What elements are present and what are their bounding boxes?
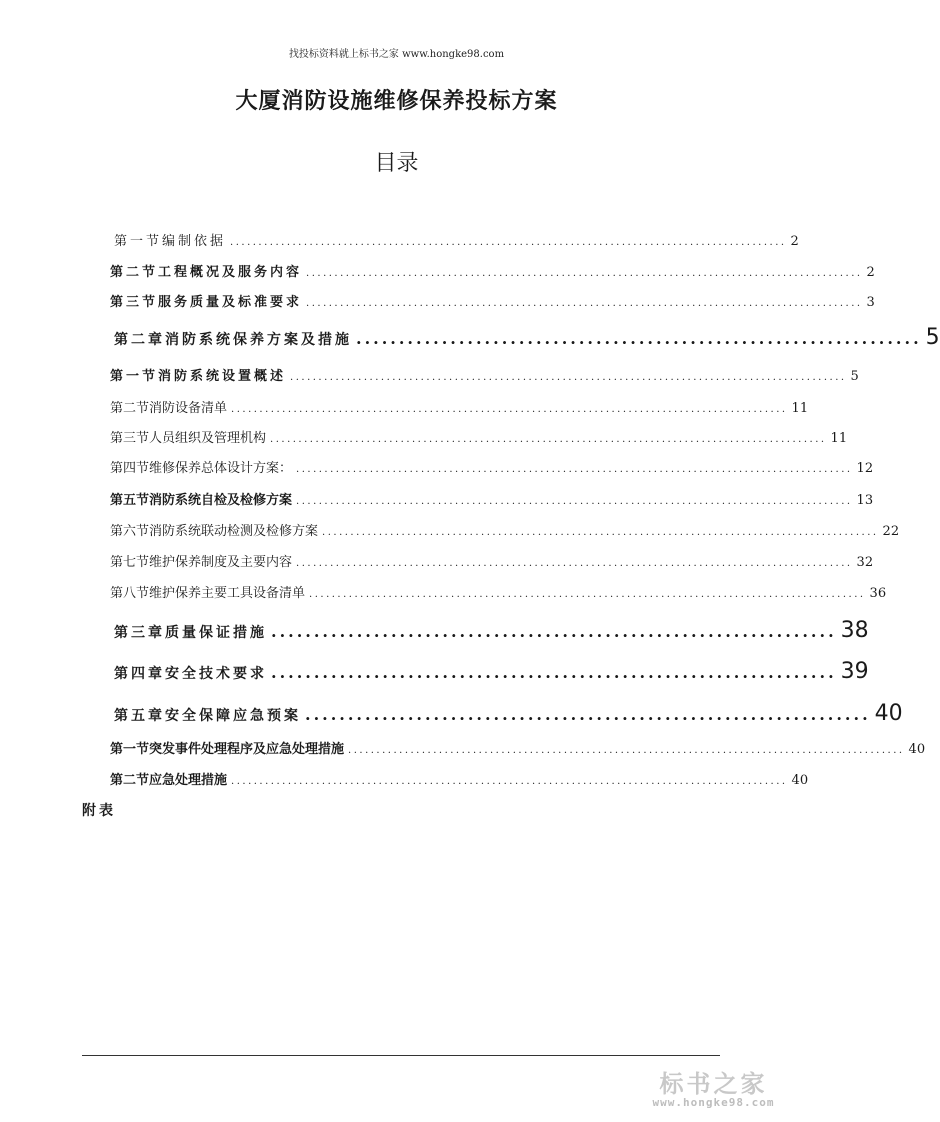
site-logo bbox=[636, 1064, 791, 1119]
toc-entry[interactable] bbox=[110, 291, 875, 310]
toc-leader-dots: .................................................................................................. bbox=[231, 776, 788, 787]
toc-leader-dots: .................................................................................................. bbox=[231, 404, 788, 415]
toc-entry-page: 5 bbox=[850, 369, 859, 384]
toc-leader-dots: .................................................................................................. bbox=[306, 268, 863, 279]
toc-entry-page: 40 bbox=[874, 701, 903, 726]
toc-entry-title: 消防系统自检及检修方案 bbox=[149, 493, 293, 508]
toc-entry-title: 维护保养主要工具设备清单 bbox=[149, 586, 306, 601]
toc-entry-title: 人员组织及管理机构 bbox=[149, 431, 267, 446]
toc-entry-label: 第五章 bbox=[114, 708, 165, 724]
toc-entry[interactable] bbox=[110, 738, 926, 757]
toc-entry-label: 第六节 bbox=[110, 524, 150, 539]
toc-entry-page: 13 bbox=[856, 493, 874, 508]
toc-entry[interactable] bbox=[110, 769, 809, 788]
toc-entry[interactable] bbox=[110, 582, 887, 601]
toc-leader-dots: .................................................................................................. bbox=[322, 527, 879, 538]
toc-entry-label: 第二节 bbox=[110, 401, 150, 416]
toc-entry[interactable] bbox=[114, 230, 799, 249]
toc-entry-page: 11 bbox=[791, 401, 809, 416]
toc-entry[interactable] bbox=[110, 551, 874, 570]
toc-entry-title: 消防设备清单 bbox=[149, 401, 228, 416]
toc-entry-title: 安全技术要求 bbox=[165, 666, 267, 682]
toc-entry-label: 第一节 bbox=[110, 742, 150, 757]
toc-leader-dots: .................................................................................................. bbox=[296, 558, 853, 569]
toc-entry[interactable] bbox=[110, 397, 809, 416]
appendix-label: 附表 bbox=[82, 803, 116, 819]
toc-entry-title: 消防系统设置概述 bbox=[158, 369, 287, 384]
toc-entry-label: 第三节 bbox=[110, 295, 159, 310]
toc-leader-dots: .................................................................................................. bbox=[290, 372, 847, 383]
header-note: 找投标资料就上标书之家 www.hongke98.com bbox=[288, 49, 505, 60]
toc-entry-page: 39 bbox=[840, 659, 869, 684]
toc-entry[interactable] bbox=[110, 457, 874, 476]
toc-entry-title: 编制依据 bbox=[162, 234, 227, 249]
toc-leader-dots: .................................................................................................. bbox=[348, 745, 905, 756]
toc-entry-label: 第三节 bbox=[110, 431, 150, 446]
toc-entry-page: 11 bbox=[830, 431, 848, 446]
toc-entry-label: 第二节 bbox=[110, 773, 150, 788]
toc-entry-title: 服务质量及标准要求 bbox=[158, 295, 303, 310]
toc-entry[interactable] bbox=[110, 365, 859, 384]
toc-entry[interactable] bbox=[110, 261, 875, 280]
toc-entry-label: 第一节 bbox=[114, 234, 163, 249]
toc-leader-dots: .................................................................. bbox=[271, 663, 837, 682]
toc-entry-page: 2 bbox=[790, 234, 799, 249]
site-logo-url: www.hongke98.com bbox=[652, 1096, 775, 1109]
toc-leader-dots: .................................................................. bbox=[305, 705, 871, 724]
toc-chapter-entry[interactable] bbox=[114, 618, 869, 643]
toc-entry-page: 22 bbox=[882, 524, 900, 539]
toc-entry-label: 第三章 bbox=[114, 625, 165, 641]
toc-entry-page: 32 bbox=[856, 555, 874, 570]
toc-leader-dots: .................................................................................................. bbox=[296, 464, 853, 475]
site-logo-wordmark: 标书之家 bbox=[659, 1070, 768, 1098]
toc-entry-page: 3 bbox=[866, 295, 875, 310]
toc-entry-label: 第二节 bbox=[110, 265, 159, 280]
toc-entry-title: 消防系统保养方案及措施 bbox=[165, 332, 352, 348]
document-title: 大厦消防设施维修保养投标方案 bbox=[235, 88, 558, 114]
toc-entry-title: 维护保养制度及主要内容 bbox=[149, 555, 293, 570]
toc-entry-page: 12 bbox=[856, 461, 874, 476]
toc-entry-page: 40 bbox=[908, 742, 926, 757]
toc-heading: 目录 bbox=[374, 151, 419, 176]
toc-entry-page: 38 bbox=[840, 618, 869, 643]
toc-entry-title: 应急处理措施 bbox=[149, 773, 228, 788]
toc-entry-page: 5 bbox=[925, 325, 940, 350]
toc-entry-label: 第二章 bbox=[114, 332, 165, 348]
toc-entry-title: 质量保证措施 bbox=[165, 625, 267, 641]
toc-entry[interactable] bbox=[110, 520, 900, 539]
toc-entry[interactable] bbox=[110, 489, 874, 508]
footer-divider bbox=[82, 1055, 720, 1056]
toc-entry-title: 安全保障应急预案 bbox=[165, 708, 301, 724]
toc-leader-dots: .................................................................. bbox=[271, 622, 837, 641]
toc-chapter-entry[interactable] bbox=[114, 659, 869, 684]
toc-leader-dots: .................................................................................................. bbox=[230, 237, 787, 248]
toc-leader-dots: .................................................................. bbox=[356, 329, 922, 348]
toc-chapter-entry[interactable] bbox=[114, 325, 940, 350]
toc-entry-title: 维修保养总体设计方案： bbox=[149, 461, 293, 476]
toc-chapter-entry[interactable] bbox=[114, 701, 903, 726]
toc-entry-page: 40 bbox=[791, 773, 809, 788]
toc-entry-label: 第四章 bbox=[114, 666, 165, 682]
toc-entry[interactable] bbox=[110, 427, 848, 446]
toc-entry-title: 工程概况及服务内容 bbox=[158, 265, 303, 280]
toc-entry-label: 第一节 bbox=[110, 369, 159, 384]
toc-leader-dots: .................................................................................................. bbox=[270, 434, 827, 445]
toc-leader-dots: .................................................................................................. bbox=[306, 298, 863, 309]
toc-entry-title: 消防系统联动检测及检修方案 bbox=[149, 524, 319, 539]
toc-entry-label: 第四节 bbox=[110, 461, 150, 476]
toc-entry-label: 第八节 bbox=[110, 586, 150, 601]
toc-entry-page: 36 bbox=[869, 586, 887, 601]
toc-entry-page: 2 bbox=[866, 265, 875, 280]
toc-leader-dots: .................................................................................................. bbox=[296, 496, 853, 507]
toc-leader-dots: .................................................................................................. bbox=[309, 589, 866, 600]
toc-entry-label: 第五节 bbox=[110, 493, 150, 508]
toc-entry-title: 突发事件处理程序及应急处理措施 bbox=[149, 742, 345, 757]
toc-entry-label: 第七节 bbox=[110, 555, 150, 570]
